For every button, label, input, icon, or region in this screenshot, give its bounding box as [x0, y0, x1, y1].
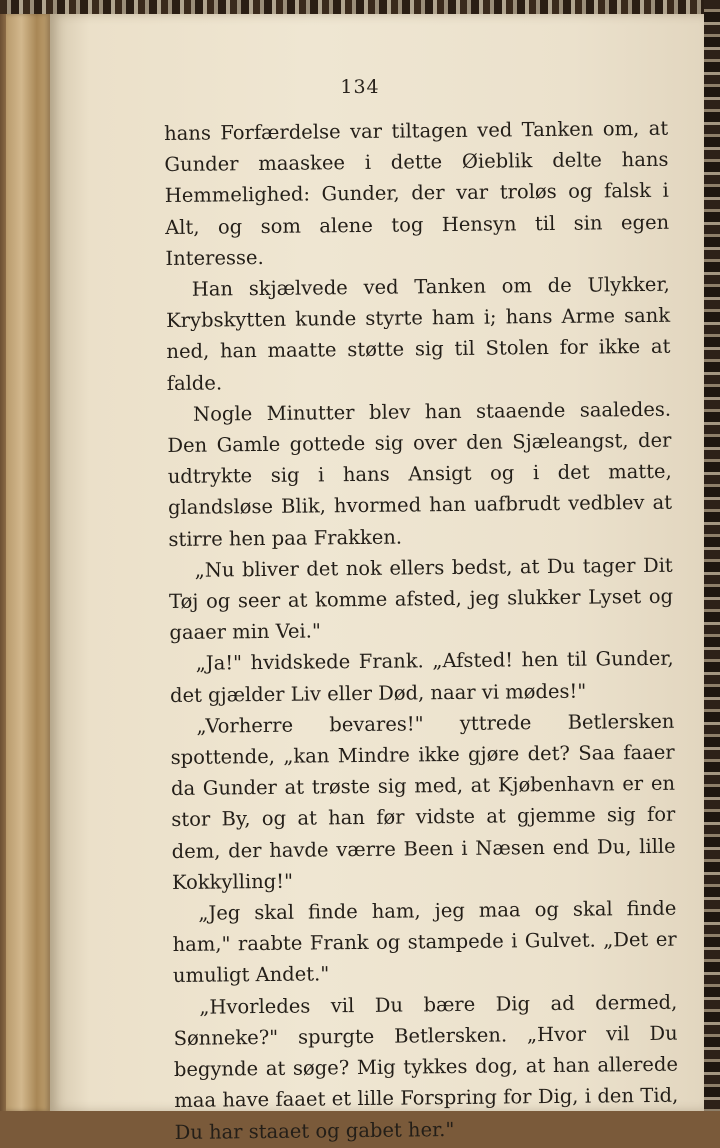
paragraph: „Hvorledes vil Du bære Dig ad dermed, Sønneke?" spurgte Betlersken. „Hvor vil Du begynde at søge? Mig tykkes dog, at han allerede maa have faaet et lille Forspring for Dig, i den Tid, Du har staaet og gabet her."	[173, 990, 679, 1144]
book-fore-edge	[704, 0, 720, 1111]
paragraph: „Vorherre bevares!" yttrede Betlersken spottende, „kan Mindre ikke gjøre det? Saa faaer da Gunder at trøste sig med, at Kjøbenhavn er en stor By, og at han før vidste at gjemme sig for dem, der havde værre Been i Næsen end Du, lille Kokkylling!"	[170, 709, 676, 894]
paragraph: hans Forfærdelse var tiltagen ved Tanken om, at Gunder maaskee i dette Øieblik delte hans Hemmelighed: Gunder, der var troløs og falsk i Alt, og som alene tog Hensyn til sin egen Interesse.	[164, 116, 670, 270]
paragraph: Nogle Minutter blev han staaende saaledes. Den Gamle gottede sig over den Sjæleangst, der udtrykte sig i hans Ansigt og i det matte, glandsløse Blik, hvormed han uafbrudt vedblev at stirre hen paa Frakken.	[167, 397, 673, 551]
page-number: 134	[340, 76, 380, 98]
paragraph: „Ja!" hvidskede Frank. „Afsted! hen til Gunder, det gjælder Liv eller Død, naar vi mødes!"	[169, 647, 674, 707]
paragraph: „Nu bliver det nok ellers bedst, at Du tager Dit Tøj og seer at komme afsted, jeg slukker Lyset og gaaer min Vei."	[168, 553, 674, 645]
book-spine	[6, 14, 50, 1111]
book-top-edge	[0, 0, 720, 14]
paragraph: „Jeg skal finde ham, jeg maa og skal finde ham," raabte Frank og stampede i Gulvet. „Det er umuligt Andet."	[172, 896, 677, 988]
body-text	[164, 113, 679, 1148]
paragraph: Han skjælvede ved Tanken om de Ulykker, Krybskytten kunde styrte ham i; hans Arme sank ned, han maatte støtte sig til Stolen for ikke at falde.	[166, 272, 671, 395]
